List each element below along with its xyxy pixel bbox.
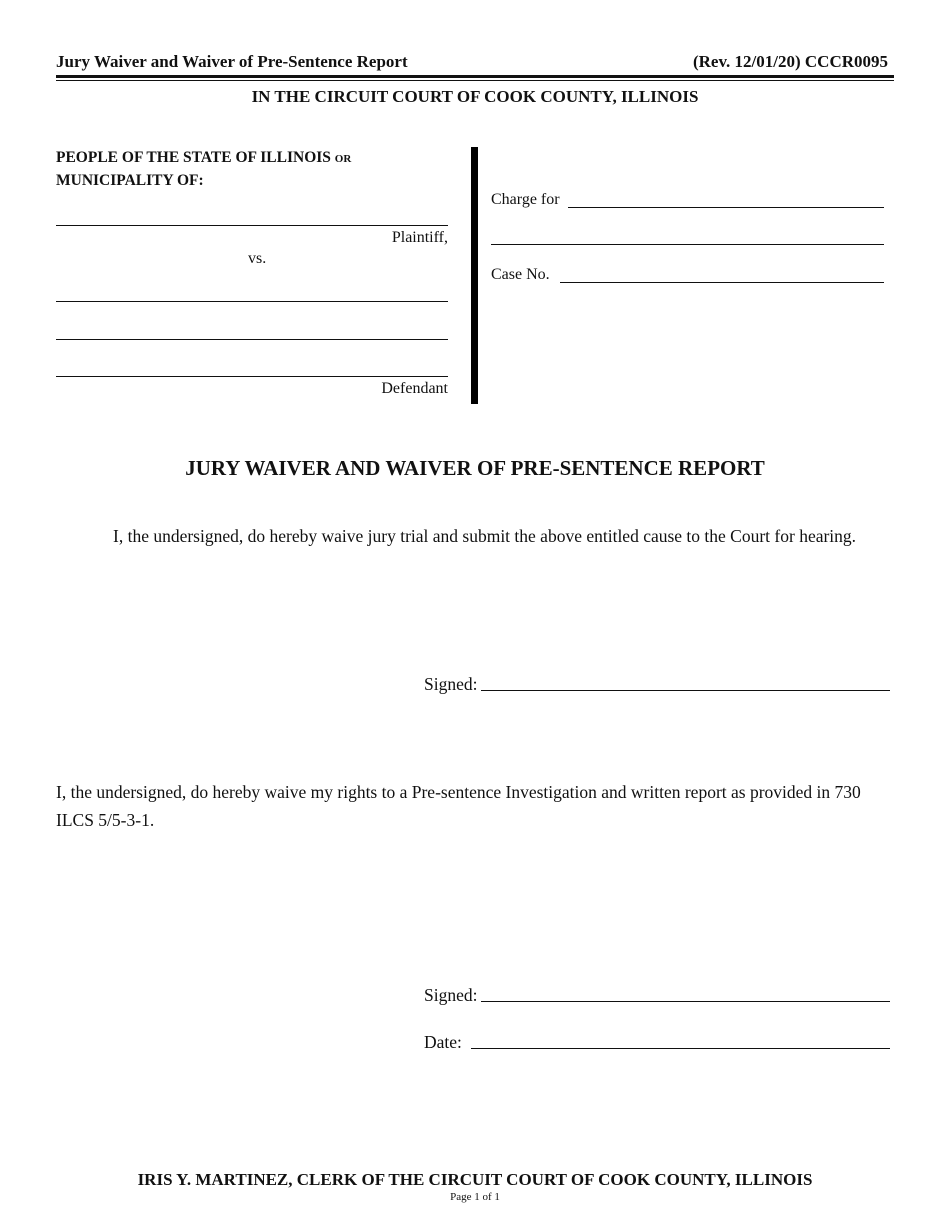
- form-number: (Rev. 12/01/20) CCCR0095: [692, 52, 888, 71]
- municipality-label: MUNICIPALITY OF:: [56, 172, 204, 189]
- defendant-field-3[interactable]: [56, 376, 448, 377]
- court-name: IN THE CIRCUIT COURT OF COOK COUNTY, ILLINOIS: [251, 87, 699, 106]
- plaintiff-field[interactable]: [56, 225, 448, 226]
- signed-label-2: Signed:: [424, 985, 478, 1005]
- vs-label: vs.: [248, 250, 267, 267]
- header-rule-thin: [56, 80, 894, 81]
- page-number: Page 1 of 1: [450, 1191, 500, 1203]
- date-label: Date:: [424, 1032, 462, 1052]
- header-rule-thick: [56, 75, 894, 78]
- defendant-field-2[interactable]: [56, 339, 448, 340]
- jury-waiver-text: I, the undersigned, do hereby waive jury trial and submit the above entitled cause to the Court for hearing.: [113, 526, 857, 546]
- document-title: JURY WAIVER AND WAIVER OF PRE-SENTENCE REPORT: [185, 456, 765, 480]
- defendant-label: Defendant: [381, 380, 448, 397]
- charge-field-2[interactable]: [491, 244, 884, 245]
- signature-field-2[interactable]: [481, 1001, 890, 1002]
- signature-field-1[interactable]: [481, 690, 890, 691]
- caption-divider: [471, 147, 478, 404]
- charge-field[interactable]: [568, 207, 884, 208]
- case-number-field[interactable]: [560, 282, 884, 283]
- party-heading: [56, 147, 351, 191]
- defendant-field-1[interactable]: [56, 301, 448, 302]
- psi-waiver-text: I, the undersigned, do hereby waive my rights to a Pre-sentence Investigation and written report as provided in 730 ILCS 5/5-3-1.: [56, 782, 861, 830]
- clerk-footer: IRIS Y. MARTINEZ, CLERK OF THE CIRCUIT COURT OF COOK COUNTY, ILLINOIS: [137, 1170, 813, 1189]
- plaintiff-label: Plaintiff,: [391, 229, 448, 246]
- date-field[interactable]: [471, 1048, 890, 1049]
- charge-label: Charge for: [491, 191, 560, 208]
- people-label: PEOPLE OF THE STATE OF ILLINOIS: [56, 149, 331, 166]
- case-number-label: Case No.: [491, 266, 550, 283]
- or-label: OR: [334, 153, 352, 165]
- signed-label-1: Signed:: [424, 674, 478, 694]
- form-title: Jury Waiver and Waiver of Pre-Sentence Report: [56, 52, 408, 71]
